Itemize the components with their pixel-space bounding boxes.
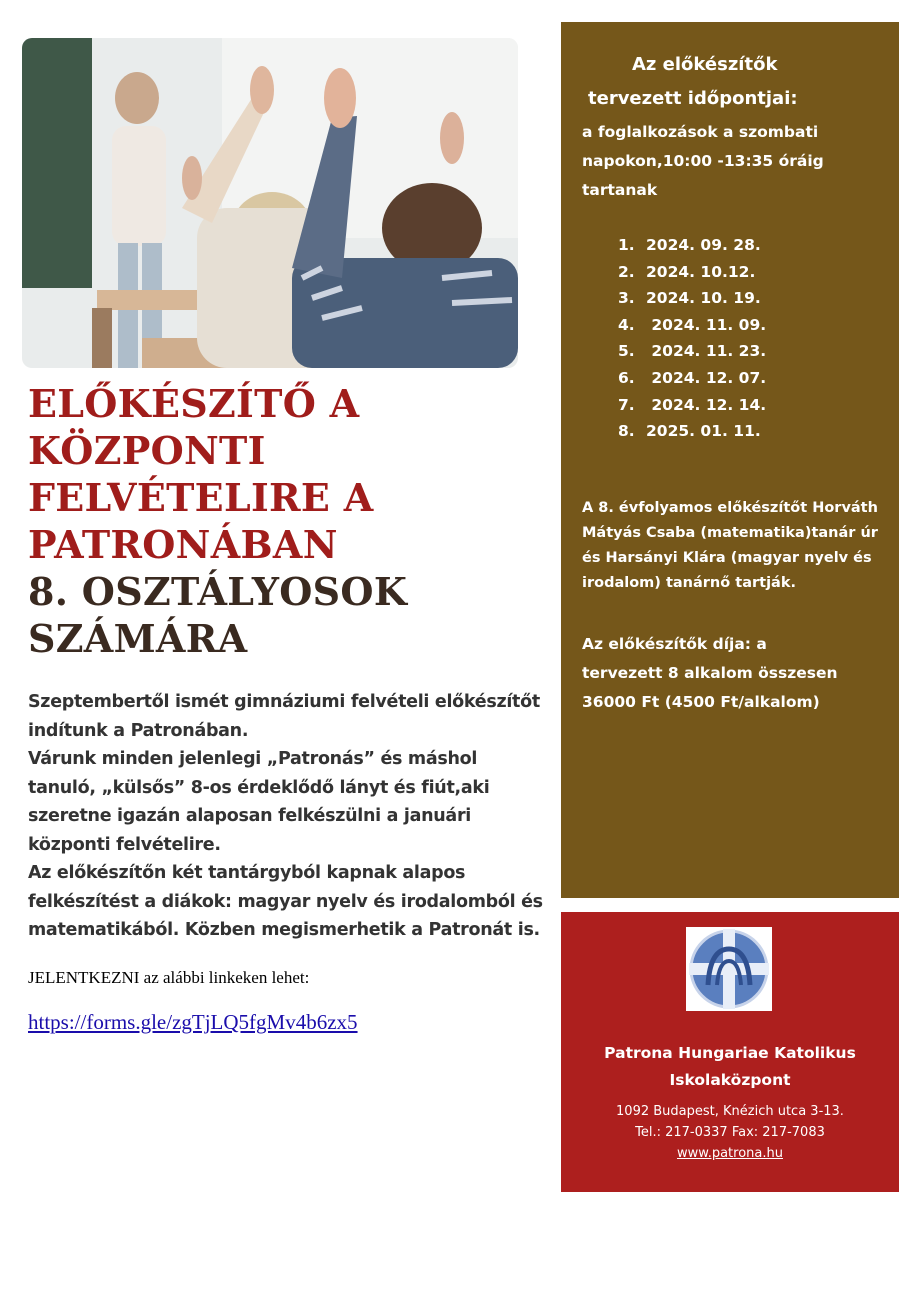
title-line: FELVÉTELIRE A <box>28 475 374 520</box>
description-line: szeretne igazán alaposan felkészülni a januári <box>28 806 471 826</box>
school-phone: Tel.: 217-0337 Fax: 217-7083 <box>635 1125 825 1140</box>
description-line: központi felvételire. <box>28 834 221 855</box>
date-item: 2. 2024. 10.12. <box>618 262 756 281</box>
schedule-panel <box>561 22 899 898</box>
school-info-panel <box>561 912 899 1192</box>
teachers-line: A 8. évfolyamos előkészítőt Horváth <box>582 500 878 516</box>
schedule-heading: Az előkészítők <box>632 54 778 75</box>
description-line: indítunk a Patronában. <box>28 720 249 741</box>
intro-line: tartanak <box>582 181 658 199</box>
school-name <box>561 1040 899 1094</box>
school-logo <box>686 927 772 1011</box>
teachers-line: Mátyás Csaba (matematika)tanár úr <box>582 525 878 541</box>
teachers-info <box>582 496 878 596</box>
date-item: 8. 2025. 01. 11. <box>618 422 761 441</box>
date-list <box>618 232 766 445</box>
fee-line: 36000 Ft (4500 Ft/alkalom) <box>582 693 820 711</box>
description-line: Szeptembertől ismét gimnáziumi felvételi előkészítőt <box>28 692 540 712</box>
schedule-intro <box>582 118 824 205</box>
title-line: KÖZPONTI <box>28 428 266 473</box>
teachers-line: és Harsányi Klára (magyar nyelv és <box>582 550 872 566</box>
subtitle-line: 8. OSZTÁLYOSOK <box>28 569 408 614</box>
title-line: ELŐKÉSZÍTŐ A <box>28 381 360 426</box>
date-item: 4. 2024. 11. 09. <box>618 315 767 334</box>
description-line: matematikából. Közben megismerhetik a Patronát is. <box>28 920 540 940</box>
apply-text: JELENTKEZNI az alábbi linkeken lehet: <box>28 968 310 987</box>
teachers-line: irodalom) tanárnő tartják. <box>582 575 796 591</box>
fee-line: tervezett 8 alkalom összesen <box>582 664 838 682</box>
fee-info <box>582 630 838 717</box>
school-website-link[interactable]: www.patrona.hu <box>677 1146 783 1161</box>
registration-link[interactable]: https://forms.gle/zgTjLQ5fgMv4b6zx5 <box>28 1010 358 1034</box>
school-address: 1092 Budapest, Knézich utca 3-13. <box>616 1104 844 1119</box>
date-item: 5. 2024. 11. 23. <box>618 342 767 361</box>
description-line: Várunk minden jelenlegi „Patronás” és máshol <box>28 749 478 769</box>
intro-line: napokon,10:00 -13:35 óráig <box>582 152 824 170</box>
schedule-subheading: tervezett időpontjai: <box>588 88 798 109</box>
school-contact <box>561 1101 899 1164</box>
title-line: PATRONÁBAN <box>28 522 338 567</box>
intro-line: a foglalkozások a szombati <box>582 123 819 141</box>
page-title <box>28 380 538 662</box>
description-line: tanuló, „külsős” 8-os érdeklődő lányt és fiút,aki <box>28 777 490 798</box>
school-name-line: Patrona Hungariae Katolikus <box>604 1044 856 1062</box>
date-item: 3. 2024. 10. 19. <box>618 289 761 308</box>
description-line: Az előkészítőn két tantárgyból kapnak alapos <box>28 863 466 883</box>
classroom-photo <box>22 38 518 368</box>
fee-line: Az előkészítők díja: a <box>582 635 767 653</box>
date-item: 6. 2024. 12. 07. <box>618 368 767 387</box>
school-name-line: Iskolaközpont <box>669 1071 791 1089</box>
date-item: 7. 2024. 12. 14. <box>618 395 767 414</box>
description <box>28 688 548 945</box>
description-line: felkészítést a diákok: magyar nyelv és irodalomból és <box>28 891 543 912</box>
subtitle-line: SZÁMÁRA <box>28 616 248 661</box>
date-item: 1. 2024. 09. 28. <box>618 236 761 254</box>
